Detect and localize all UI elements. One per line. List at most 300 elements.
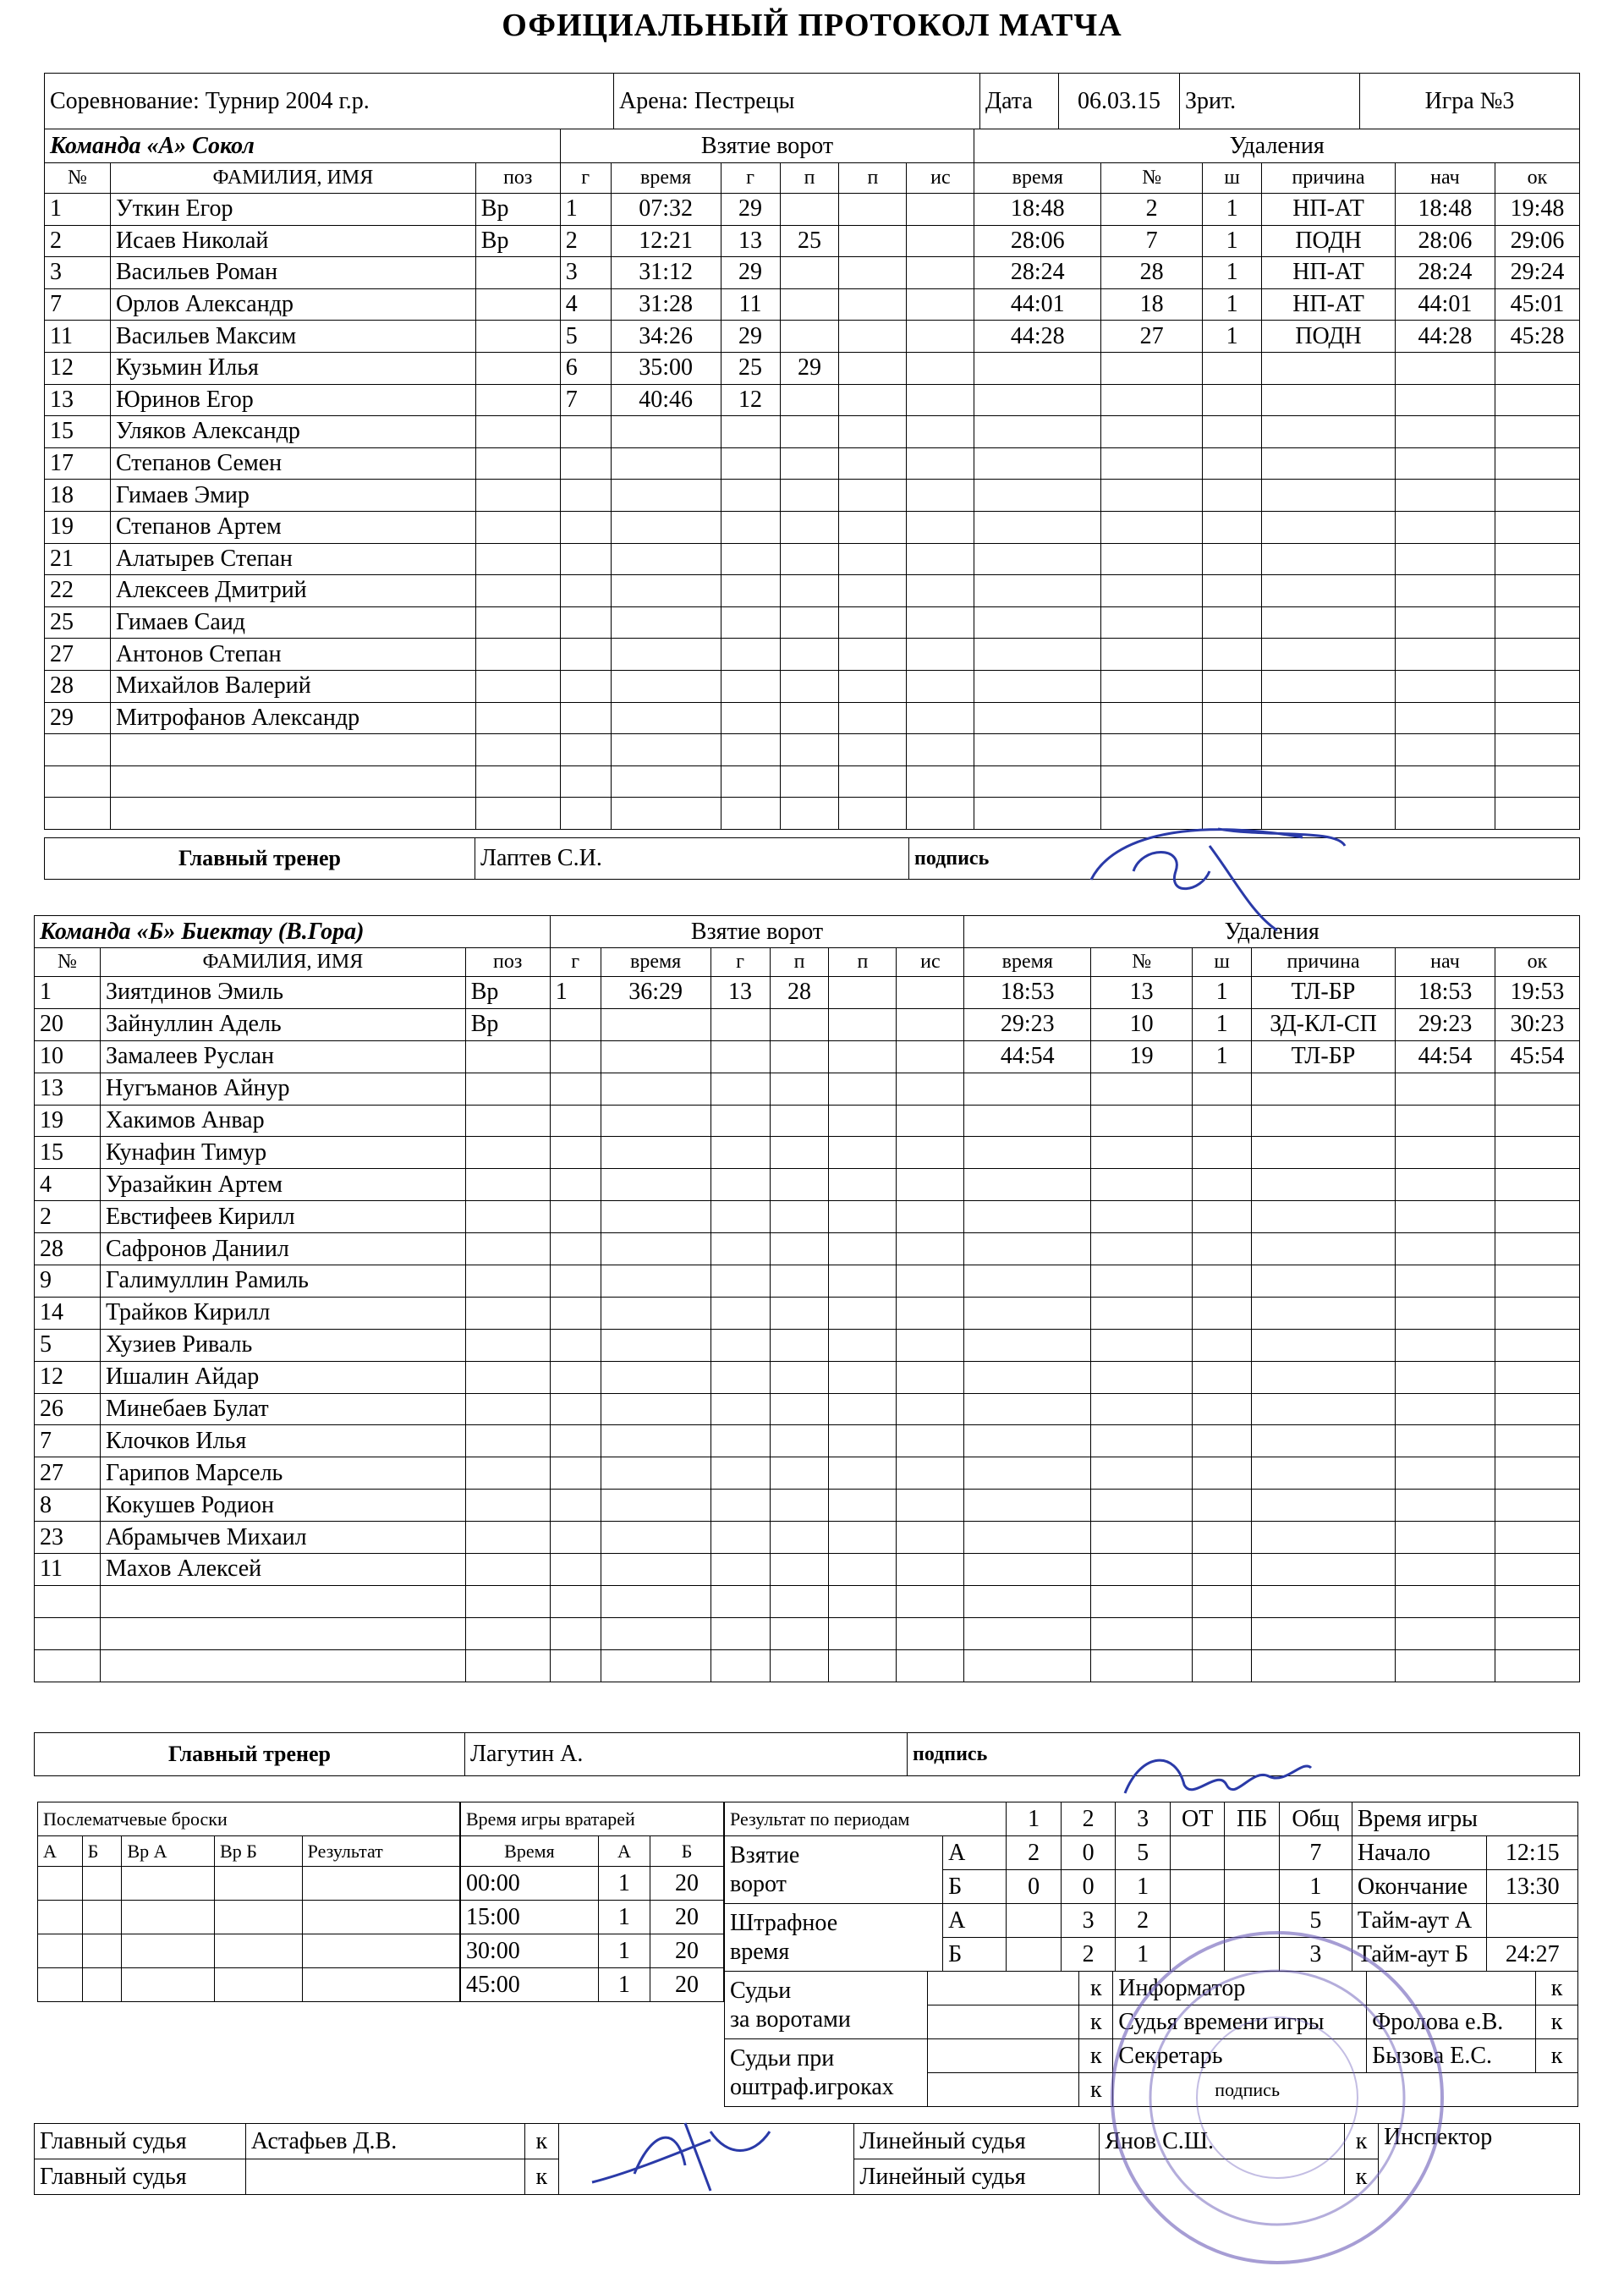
goal-time: [611, 670, 721, 702]
goal-assist-2: [839, 606, 907, 639]
penalty-time: [964, 1425, 1091, 1457]
penalty-minutes: [1203, 702, 1262, 734]
goalie-time-table: [460, 1802, 724, 2002]
player-number: 25: [45, 606, 111, 639]
player-name: Васильев Максим: [110, 321, 475, 353]
penalty-reason: [1262, 575, 1396, 607]
goal-index: [560, 798, 611, 830]
penalty-reason: [1252, 1073, 1396, 1105]
goal-scorer: 12: [721, 384, 780, 416]
penalty-time: [964, 1201, 1091, 1233]
team-b-coach-row: [34, 1732, 1580, 1776]
team-a-goals-header: Взятие ворот: [560, 129, 974, 163]
penalty-minutes: [1193, 1393, 1252, 1425]
goal-situation: [907, 384, 974, 416]
goal-situation: [907, 225, 974, 257]
penalty-time: [964, 1073, 1091, 1105]
goal-assist-1: [770, 1554, 829, 1586]
penalty-end: [1495, 734, 1579, 766]
goal-assist-1: [770, 1233, 829, 1265]
goal-index: 6: [560, 352, 611, 384]
goal-situation: [897, 1585, 964, 1617]
col-pen-start: нач: [1395, 163, 1495, 194]
goalie-col-b: Б: [650, 1836, 724, 1867]
penalty-time: [974, 352, 1101, 384]
player-position: [475, 257, 560, 289]
player-position: [465, 1490, 550, 1522]
goal-assist-2: [839, 225, 907, 257]
player-name: Клочков Илья: [100, 1425, 465, 1457]
goals-b-total: 1: [1279, 1870, 1352, 1904]
col-pos: поз: [465, 948, 550, 977]
player-name: [110, 798, 475, 830]
goal-assist-1: 25: [780, 225, 839, 257]
goal-assist-2: [829, 1361, 897, 1393]
goal-assist-2: [829, 1008, 897, 1040]
penalty-reason: НП-АТ: [1262, 288, 1396, 321]
goal-scorer: [710, 1361, 770, 1393]
penalty-reason: [1262, 384, 1396, 416]
penalty-start: [1396, 1617, 1495, 1649]
goal-scorer: [710, 1201, 770, 1233]
penalty-minutes: [1193, 1169, 1252, 1201]
goal-assist-1: [770, 1040, 829, 1073]
penalty-reason: [1262, 734, 1396, 766]
penalty-player: 27: [1101, 321, 1203, 353]
penalty-reason: [1262, 416, 1396, 448]
goal-scorer: [710, 1554, 770, 1586]
player-number: 4: [35, 1169, 101, 1201]
player-position: Вр: [465, 977, 550, 1009]
player-number: 8: [35, 1490, 101, 1522]
goal-time: [601, 1265, 710, 1298]
penalty-minutes: [1193, 1105, 1252, 1137]
goal-index: [560, 416, 611, 448]
penalty-start: [1395, 543, 1495, 575]
goalie-col-a: А: [598, 1836, 650, 1867]
penalty-player: [1101, 765, 1203, 798]
col-gs: г: [721, 163, 780, 194]
goals-b-pb: [1225, 1870, 1280, 1904]
timeout-a-value: [1487, 1904, 1578, 1938]
period-3: 3: [1116, 1802, 1171, 1836]
player-position: [475, 543, 560, 575]
penalty-player: [1091, 1361, 1193, 1393]
goal-time: [611, 575, 721, 607]
end-label: Окончание: [1352, 1870, 1486, 1904]
player-number: 2: [35, 1201, 101, 1233]
goal-situation: [897, 1361, 964, 1393]
player-number: 12: [35, 1361, 101, 1393]
penalty-start: [1396, 1201, 1495, 1233]
penalty-player: [1091, 1073, 1193, 1105]
penalty-start: [1396, 1361, 1495, 1393]
goal-assist-2: [839, 670, 907, 702]
penalty-start: [1396, 1522, 1495, 1554]
penalty-player: [1091, 1649, 1193, 1682]
team-a-coach-name: Лаптев С.И.: [475, 838, 909, 880]
goal-index: [550, 1008, 601, 1040]
pen-label: [725, 1904, 943, 1972]
goal-time: [601, 1425, 710, 1457]
col-time: время: [601, 948, 710, 977]
player-name: Гимаев Саид: [110, 606, 475, 639]
player-name: [110, 765, 475, 798]
penalty-time: [974, 511, 1101, 543]
penalty-minutes: [1203, 575, 1262, 607]
player-position: [465, 1201, 550, 1233]
col-name: ФАМИЛИЯ, ИМЯ: [110, 163, 475, 194]
goal-situation: [907, 765, 974, 798]
player-name: Кокушев Родион: [100, 1490, 465, 1522]
pen-label-line2: время: [730, 1938, 790, 1965]
goal-time: [601, 1554, 710, 1586]
penalty-reason: [1252, 1105, 1396, 1137]
goal-scorer: 25: [721, 352, 780, 384]
penalty-time: [964, 1265, 1091, 1298]
timekeeper-label: Судья времени игры: [1113, 2005, 1367, 2039]
goal-situation: [907, 702, 974, 734]
penalty-reason: ТЛ-БР: [1252, 1040, 1396, 1073]
goals-label: [725, 1836, 943, 1904]
penalty-start: 18:53: [1396, 977, 1495, 1009]
penalty-start: [1396, 1649, 1495, 1682]
shootout-col-gkb: Вр Б: [215, 1836, 303, 1867]
player-name: Орлов Александр: [110, 288, 475, 321]
goal-index: [560, 734, 611, 766]
penalty-start: 28:06: [1395, 225, 1495, 257]
arena: Арена: Пестрецы: [614, 74, 980, 129]
goal-situation: [907, 352, 974, 384]
goals-label-line2: ворот: [730, 1870, 787, 1897]
goal-assist-1: [780, 543, 839, 575]
goal-scorer: [710, 1617, 770, 1649]
goal-situation: [897, 1425, 964, 1457]
penalty-minutes: [1203, 765, 1262, 798]
player-position: Вр: [475, 194, 560, 226]
player-number: 28: [45, 670, 111, 702]
goal-assist-1: [780, 384, 839, 416]
penalty-minutes: [1193, 1201, 1252, 1233]
goal-situation: [897, 1490, 964, 1522]
penalty-end: [1495, 1554, 1579, 1586]
goalie-row-time: 45:00: [461, 1968, 599, 2002]
k-mark: к: [1079, 2073, 1113, 2107]
penalty-player: [1091, 1425, 1193, 1457]
player-position: Вр: [465, 1008, 550, 1040]
penalty-start: [1395, 511, 1495, 543]
penalty-player: 18: [1101, 288, 1203, 321]
penalty-end: [1495, 1585, 1579, 1617]
penalty-minutes: [1203, 352, 1262, 384]
goal-assist-2: [839, 480, 907, 512]
player-position: [465, 1393, 550, 1425]
goal-index: [550, 1425, 601, 1457]
penalty-start: [1396, 1169, 1495, 1201]
penalty-end: [1495, 1649, 1579, 1682]
penalty-reason: [1252, 1490, 1396, 1522]
goal-assist-2: [839, 765, 907, 798]
penalty-end: 19:53: [1495, 977, 1579, 1009]
penalty-end: [1495, 1457, 1579, 1490]
player-number: 13: [45, 384, 111, 416]
player-number: 20: [35, 1008, 101, 1040]
goal-assist-1: [780, 575, 839, 607]
goal-scorer: 29: [721, 321, 780, 353]
penalty-reason: [1252, 1361, 1396, 1393]
goal-assist-2: [829, 1617, 897, 1649]
goal-time: [611, 702, 721, 734]
goal-index: 3: [560, 257, 611, 289]
penalty-start: [1396, 1585, 1495, 1617]
penalty-reason: [1252, 1329, 1396, 1361]
pen-b-p1: [1007, 1938, 1062, 1972]
penalty-end: 19:48: [1495, 194, 1579, 226]
goal-situation: [907, 194, 974, 226]
informer-label: Информатор: [1113, 1972, 1367, 2005]
goal-assist-2: [839, 257, 907, 289]
goal-scorer: [710, 1040, 770, 1073]
player-name: Ишалин Айдар: [100, 1361, 465, 1393]
goal-assist-2: [829, 1137, 897, 1169]
goal-index: [550, 1040, 601, 1073]
goal-assist-2: [829, 1649, 897, 1682]
penalty-player: 19: [1091, 1040, 1193, 1073]
goal-scorer: 11: [721, 288, 780, 321]
goal-assist-2: [839, 321, 907, 353]
main-ref-label-1: Главный судья: [35, 2124, 246, 2159]
penalty-start: [1396, 1490, 1495, 1522]
goal-scorer: [710, 1585, 770, 1617]
col-time: время: [611, 163, 721, 194]
penalty-minutes: [1203, 480, 1262, 512]
goal-scorer: 29: [721, 194, 780, 226]
penalty-end: 30:23: [1495, 1008, 1579, 1040]
penalty-reason: [1262, 511, 1396, 543]
date-label: Дата: [980, 74, 1059, 129]
goal-scorer: [710, 1457, 770, 1490]
goal-scorer: [721, 798, 780, 830]
penalty-end: [1495, 352, 1579, 384]
player-name: Хакимов Анвар: [100, 1105, 465, 1137]
player-position: [475, 511, 560, 543]
start-value: 12:15: [1487, 1836, 1578, 1870]
player-name: Трайков Кирилл: [100, 1297, 465, 1329]
team-a-mark: А: [943, 1904, 1007, 1938]
col-g: г: [550, 948, 601, 977]
penalty-reason: НП-АТ: [1262, 257, 1396, 289]
player-number: 11: [45, 321, 111, 353]
player-position: [465, 1361, 550, 1393]
timeout-a-label: Тайм-аут А: [1352, 1904, 1486, 1938]
player-name: Минебаев Булат: [100, 1393, 465, 1425]
penalty-time: [964, 1617, 1091, 1649]
penalty-time: 18:48: [974, 194, 1101, 226]
goals-a-p1: 2: [1007, 1836, 1062, 1870]
goal-assist-2: [839, 288, 907, 321]
player-name: Алатырев Степан: [110, 543, 475, 575]
goal-assist-2: [839, 575, 907, 607]
col-is: ис: [907, 163, 974, 194]
period-pb: ПБ: [1225, 1802, 1280, 1836]
penalty-reason: [1252, 1233, 1396, 1265]
k-mark: к: [1536, 2005, 1578, 2039]
player-name: Михайлов Валерий: [110, 670, 475, 702]
goal-assist-1: [770, 1425, 829, 1457]
goal-assist-1: 28: [770, 977, 829, 1009]
goal-time: [601, 1649, 710, 1682]
penalty-time: [964, 1233, 1091, 1265]
player-number: [35, 1617, 101, 1649]
penalty-start: [1396, 1297, 1495, 1329]
goal-assist-1: [780, 734, 839, 766]
shootout-col-result: Результат: [302, 1836, 459, 1867]
penalty-minutes: 1: [1193, 977, 1252, 1009]
spectators: Зрит.: [1180, 74, 1360, 129]
goal-time: 40:46: [611, 384, 721, 416]
secretary-name: Бызова Е.С.: [1367, 2039, 1536, 2073]
goal-situation: [907, 575, 974, 607]
penalty-start: [1395, 670, 1495, 702]
penalty-end: [1495, 1522, 1579, 1554]
penalty-minutes: [1203, 670, 1262, 702]
goal-situation: [897, 1040, 964, 1073]
goal-assist-1: [780, 194, 839, 226]
shootout-col-gka: Вр А: [122, 1836, 215, 1867]
penalty-minutes: 1: [1203, 225, 1262, 257]
penalty-time: [964, 1522, 1091, 1554]
goal-assist-2: [829, 1169, 897, 1201]
player-number: 13: [35, 1073, 101, 1105]
player-position: [465, 1425, 550, 1457]
penalty-minutes: [1203, 543, 1262, 575]
penalty-reason: [1252, 1649, 1396, 1682]
goals-b-p2: 0: [1061, 1870, 1116, 1904]
referee-signature: [584, 2106, 778, 2199]
goal-situation: [897, 1008, 964, 1040]
player-position: [465, 1105, 550, 1137]
goal-scorer: [710, 1425, 770, 1457]
penalty-player: [1101, 352, 1203, 384]
player-position: [465, 1457, 550, 1490]
player-name: Митрофанов Александр: [110, 702, 475, 734]
goal-assist-1: [780, 765, 839, 798]
player-number: 15: [35, 1137, 101, 1169]
goal-assist-1: [770, 1297, 829, 1329]
penalty-start: [1395, 480, 1495, 512]
official-stamp: [1100, 1920, 1455, 2275]
penalty-minutes: [1203, 639, 1262, 671]
penalty-time: [964, 1649, 1091, 1682]
goal-situation: [897, 1457, 964, 1490]
player-position: Вр: [475, 225, 560, 257]
penalty-end: [1495, 1105, 1579, 1137]
goal-time: [601, 1329, 710, 1361]
col-pen-reason: причина: [1262, 163, 1396, 194]
penalty-end: 29:24: [1495, 257, 1579, 289]
penalty-end: [1495, 606, 1579, 639]
goal-index: [550, 1137, 601, 1169]
player-number: 17: [45, 447, 111, 480]
goal-situation: [907, 670, 974, 702]
goal-assist-2: [829, 1393, 897, 1425]
player-name: [100, 1649, 465, 1682]
col-pos: поз: [475, 163, 560, 194]
goal-time: [611, 543, 721, 575]
player-position: [475, 321, 560, 353]
col-pen-reason: причина: [1252, 948, 1396, 977]
goals-b-p1: 0: [1007, 1870, 1062, 1904]
goal-situation: [897, 1233, 964, 1265]
player-name: Зиятдинов Эмиль: [100, 977, 465, 1009]
goal-index: [550, 1585, 601, 1617]
penalty-end: [1495, 480, 1579, 512]
penalty-reason: [1252, 1169, 1396, 1201]
competition: Соревнование: Турнир 2004 г.р.: [45, 74, 614, 129]
penalty-player: [1101, 543, 1203, 575]
goal-time: [601, 1040, 710, 1073]
col-name: ФАМИЛИЯ, ИМЯ: [100, 948, 465, 977]
player-name: Васильев Роман: [110, 257, 475, 289]
goal-assist-2: [829, 1201, 897, 1233]
goal-assist-2: [829, 1233, 897, 1265]
periods-title: Результат по периодам: [725, 1802, 1007, 1836]
penalty-time: [964, 1329, 1091, 1361]
penalty-time: [974, 447, 1101, 480]
player-position: [465, 1265, 550, 1298]
player-position: [465, 1329, 550, 1361]
player-name: [100, 1585, 465, 1617]
penalty-minutes: [1193, 1617, 1252, 1649]
penalty-time: [964, 1393, 1091, 1425]
penalty-reason: [1262, 352, 1396, 384]
document-title: ОФИЦИАЛЬНЫЙ ПРОТОКОЛ МАТЧА: [502, 8, 1122, 43]
goal-time: [611, 734, 721, 766]
penalty-time: [974, 639, 1101, 671]
penalty-reason: ПОДН: [1262, 321, 1396, 353]
game-time-title: Время игры: [1352, 1802, 1577, 1836]
goal-time: [611, 480, 721, 512]
player-name: Юринов Егор: [110, 384, 475, 416]
goal-time: 35:00: [611, 352, 721, 384]
goal-assist-1: [780, 606, 839, 639]
goal-index: [550, 1522, 601, 1554]
goal-assist-1: [770, 1201, 829, 1233]
penalty-end: [1495, 511, 1579, 543]
penalty-time: [964, 1490, 1091, 1522]
player-name: Нугъманов Айнур: [100, 1073, 465, 1105]
penalty-end: [1495, 416, 1579, 448]
k-mark: к: [1079, 2005, 1113, 2039]
goalie-row-a: 1: [598, 1901, 650, 1934]
goal-situation: [907, 257, 974, 289]
penalty-player: [1091, 1201, 1193, 1233]
penalty-end: [1495, 798, 1579, 830]
goal-index: [550, 1361, 601, 1393]
shootout-col-b: Б: [82, 1836, 122, 1867]
player-number: 21: [45, 543, 111, 575]
goal-time: [601, 1457, 710, 1490]
penalty-player: [1101, 384, 1203, 416]
penalty-reason: [1262, 480, 1396, 512]
goal-scorer: [710, 1649, 770, 1682]
penalty-minutes: 1: [1203, 257, 1262, 289]
penalty-reason: [1262, 670, 1396, 702]
goal-judges-label: [725, 1972, 928, 2039]
shootout-table: [37, 1802, 460, 2002]
player-position: [465, 1522, 550, 1554]
pen-a-p1: [1007, 1904, 1062, 1938]
